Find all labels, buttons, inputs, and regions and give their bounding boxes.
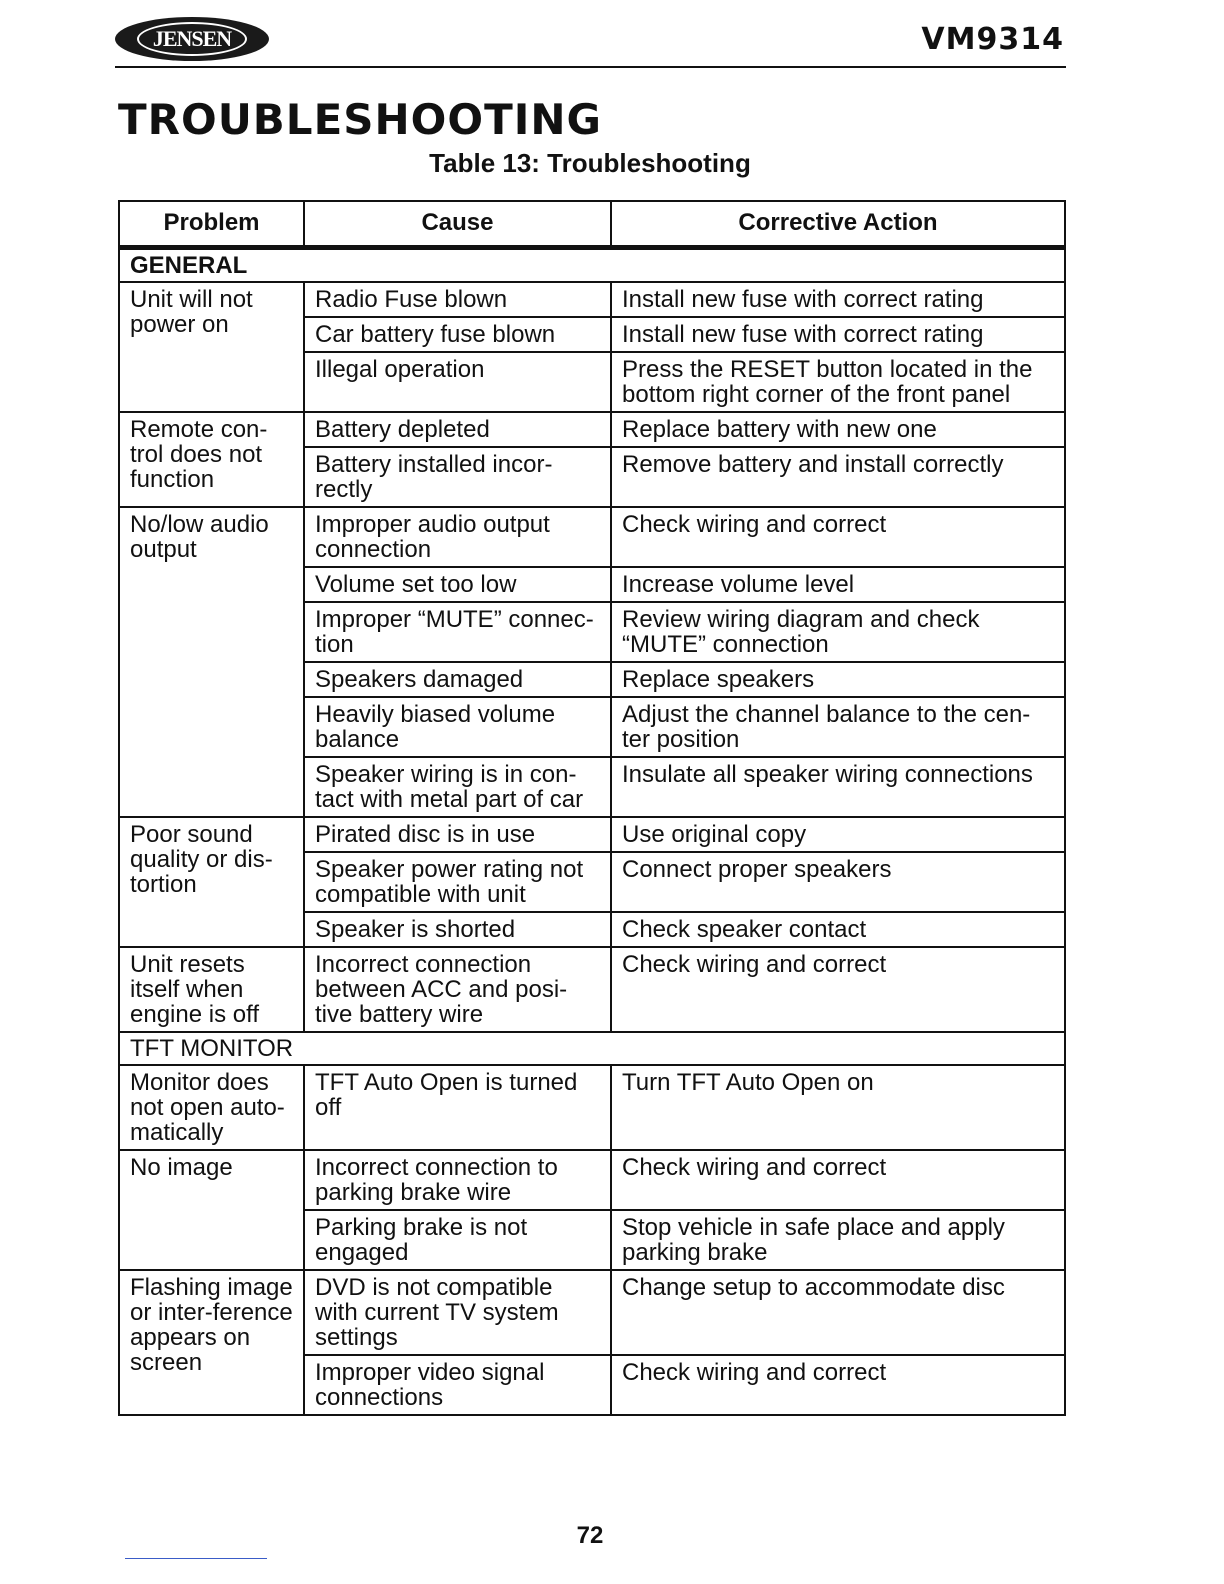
table-row <box>119 1270 1065 1355</box>
logo-text: JENSEN <box>137 22 247 56</box>
cause-cell: Speaker power rating not compatible with unit <box>304 852 611 912</box>
jensen-logo <box>115 17 269 61</box>
table-row <box>119 947 1065 1032</box>
cause-cell: DVD is not compatible with current TV system settings <box>304 1270 611 1355</box>
action-cell: Stop vehicle in safe place and apply parking brake <box>611 1210 1065 1270</box>
table-header-row <box>119 201 1065 248</box>
table-row <box>119 1150 1065 1210</box>
problem-cell: Unit will not power on <box>119 282 304 412</box>
model-number: VM9314 <box>921 22 1064 57</box>
action-cell: Check wiring and correct <box>611 1355 1065 1415</box>
action-cell: Replace speakers <box>611 662 1065 697</box>
cause-cell: Heavily biased volume balance <box>304 697 611 757</box>
cause-cell: TFT Auto Open is turned off <box>304 1065 611 1150</box>
cause-cell: Improper video signal connections <box>304 1355 611 1415</box>
header-problem: Problem <box>119 201 304 248</box>
cause-cell: Incorrect connection between ACC and posi-tive battery wire <box>304 947 611 1032</box>
action-cell: Turn TFT Auto Open on <box>611 1065 1065 1150</box>
table-row <box>119 507 1065 567</box>
problem-cell: Monitor does not open auto-matically <box>119 1065 304 1150</box>
table-body <box>119 248 1065 1416</box>
cause-cell: Battery installed incor-rectly <box>304 447 611 507</box>
action-cell: Adjust the channel balance to the cen-ter position <box>611 697 1065 757</box>
action-cell: Press the RESET button located in the bottom right corner of the front panel <box>611 352 1065 412</box>
section-label: TFT MONITOR <box>119 1032 1065 1065</box>
action-cell: Check wiring and correct <box>611 947 1065 1032</box>
action-cell: Review wiring diagram and check “MUTE” connection <box>611 602 1065 662</box>
action-cell: Replace battery with new one <box>611 412 1065 447</box>
action-cell: Connect proper speakers <box>611 852 1065 912</box>
table-row <box>119 817 1065 852</box>
cause-cell: Car battery fuse blown <box>304 317 611 352</box>
problem-cell: Flashing image or inter-ference appears on screen <box>119 1270 304 1415</box>
cause-cell: Parking brake is not engaged <box>304 1210 611 1270</box>
cause-cell: Improper “MUTE” connec-tion <box>304 602 611 662</box>
cause-cell: Speakers damaged <box>304 662 611 697</box>
section-row <box>119 248 1065 283</box>
action-cell: Check speaker contact <box>611 912 1065 947</box>
action-cell: Install new fuse with correct rating <box>611 317 1065 352</box>
problem-cell: Unit resets itself when engine is off <box>119 947 304 1032</box>
section-label: GENERAL <box>119 248 1065 283</box>
action-cell: Remove battery and install correctly <box>611 447 1065 507</box>
cause-cell: Speaker wiring is in con-tact with metal part of car <box>304 757 611 817</box>
cause-cell: Battery depleted <box>304 412 611 447</box>
cause-cell: Radio Fuse blown <box>304 282 611 317</box>
action-cell: Increase volume level <box>611 567 1065 602</box>
action-cell: Change setup to accommodate disc <box>611 1270 1065 1355</box>
problem-cell: Poor sound quality or dis-tortion <box>119 817 304 947</box>
action-cell: Insulate all speaker wiring connections <box>611 757 1065 817</box>
page-title: TROUBLESHOOTING <box>118 95 602 144</box>
table-row <box>119 412 1065 447</box>
table-row <box>119 1065 1065 1150</box>
table-caption: Table 13: Troubleshooting <box>429 148 751 178</box>
cause-cell: Pirated disc is in use <box>304 817 611 852</box>
cause-cell: Speaker is shorted <box>304 912 611 947</box>
problem-cell: No image <box>119 1150 304 1270</box>
troubleshooting-table <box>118 200 1066 1416</box>
action-cell: Check wiring and correct <box>611 507 1065 567</box>
cause-cell: Volume set too low <box>304 567 611 602</box>
action-cell: Install new fuse with correct rating <box>611 282 1065 317</box>
table-row <box>119 282 1065 317</box>
header-cause: Cause <box>304 201 611 248</box>
cause-cell: Illegal operation <box>304 352 611 412</box>
cause-cell: Improper audio output connection <box>304 507 611 567</box>
header-corrective-action: Corrective Action <box>611 201 1065 248</box>
problem-cell: No/low audio output <box>119 507 304 817</box>
action-cell: Use original copy <box>611 817 1065 852</box>
cause-cell: Incorrect connection to parking brake wire <box>304 1150 611 1210</box>
footer-link-line <box>125 1558 267 1559</box>
section-row <box>119 1032 1065 1065</box>
page-number: 72 <box>576 1522 604 1549</box>
problem-cell: Remote con-trol does not function <box>119 412 304 507</box>
header-divider <box>115 66 1066 68</box>
action-cell: Check wiring and correct <box>611 1150 1065 1210</box>
